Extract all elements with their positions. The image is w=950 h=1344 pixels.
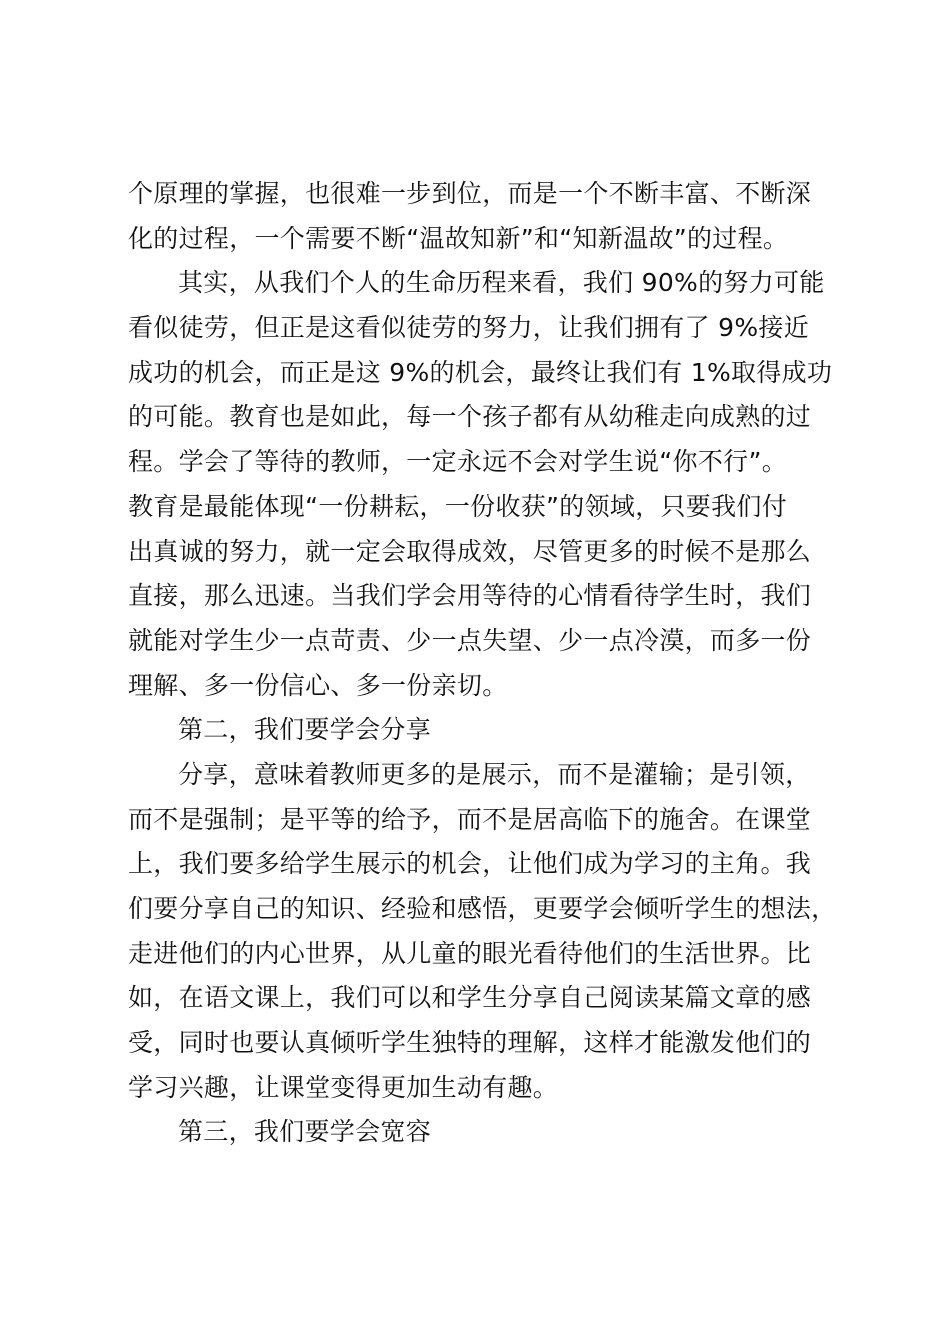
text-line: 化的过程，一个需要不断“温故知新”和“知新温故”的过程。 (128, 223, 789, 253)
text-line: 而不是强制；是平等的给予，而不是居高临下的施舍。在课堂 (128, 804, 812, 834)
text-line: 成功的机会，而正是这 9%的机会，最终让我们有 1%取得成功 (128, 357, 833, 387)
paragraph-start-line: 其实，从我们个人的生命历程来看，我们 90%的努力可能 (178, 268, 825, 298)
text-line: 走进他们的内心世界，从儿童的眼光看待他们的生活世界。比 (128, 938, 812, 968)
paragraph-start-line: 分享，意味着教师更多的是展示，而不是灌输；是引领， (178, 759, 811, 789)
section-heading: 第三，我们要学会宽容 (178, 1117, 432, 1147)
text-line: 如，在语文课上，我们可以和学生分享自己阅读某篇文章的感 (128, 983, 812, 1013)
text-line: 受，同时也要认真倾听学生独特的理解，这样才能激发他们的 (128, 1028, 812, 1058)
text-line: 上，我们要多给学生展示的机会，让他们成为学习的主角。我 (128, 849, 812, 879)
body-text (128, 172, 838, 1155)
text-line: 们要分享自己的知识、经验和感悟，更要学会倾听学生的想法， (128, 894, 837, 923)
text-line: 学习兴趣，让课堂变得更加生动有趣。 (128, 1072, 559, 1102)
text-line: 就能对学生少一点苛责、少一点失望、少一点冷漠，而多一份 (128, 625, 812, 655)
text-line: 理解、多一份信心、多一份亲切。 (128, 670, 508, 700)
text-line: 的可能。教育也是如此，每一个孩子都有从幼稚走向成熟的过 (128, 402, 812, 432)
text-line: 看似徒劳，但正是这看似徒劳的努力，让我们拥有了 9%接近 (128, 313, 810, 343)
text-line: 直接，那么迅速。当我们学会用等待的心情看待学生时，我们 (128, 581, 812, 611)
text-line: 出真诚的努力，就一定会取得成效，尽管更多的时候不是那么 (128, 536, 812, 566)
text-line: 程。学会了等待的教师，一定永远不会对学生说“你不行”。 (128, 447, 788, 477)
text-line: 教育是最能体现“一份耕耘，一份收获”的领域，只要我们付 (128, 491, 788, 521)
section-heading: 第二，我们要学会分享 (178, 715, 432, 745)
text-line: 个原理的掌握，也很难一步到位，而是一个不断丰富、不断深 (128, 179, 812, 208)
